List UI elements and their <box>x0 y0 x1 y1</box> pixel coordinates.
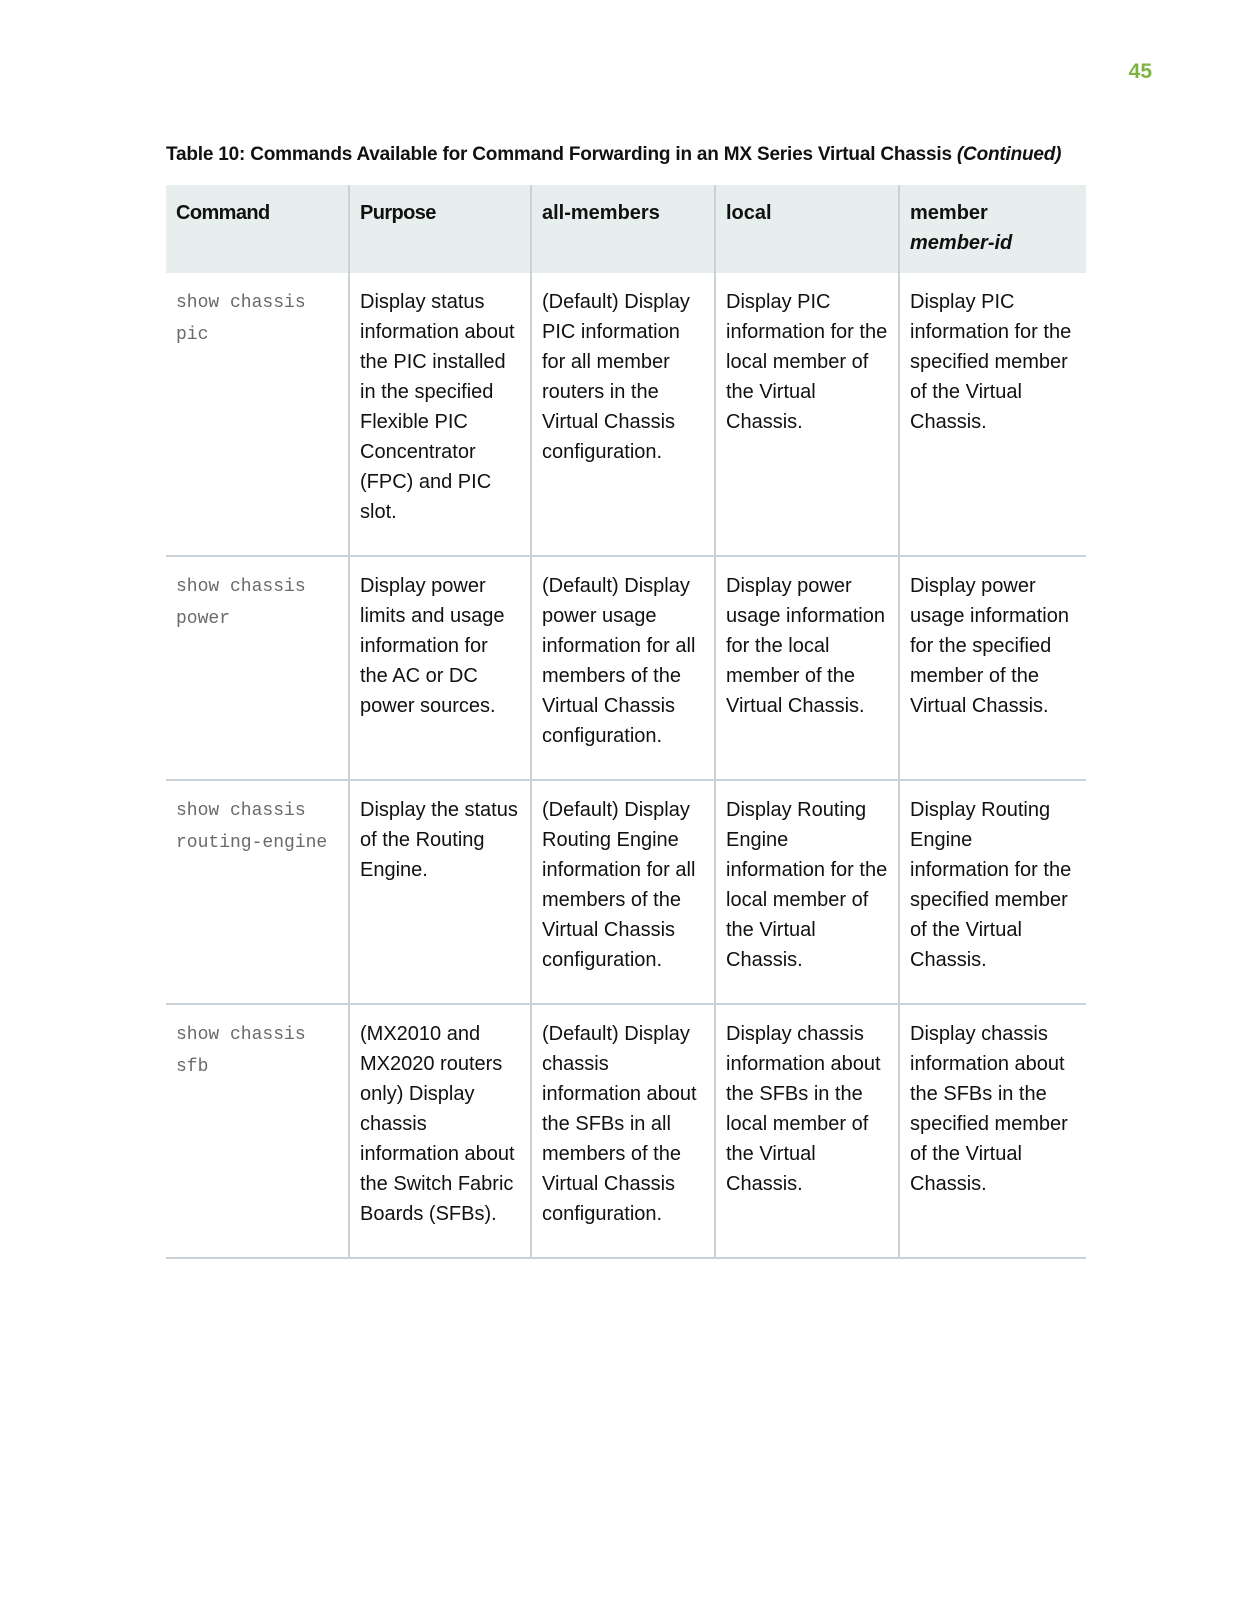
command-line: power <box>176 609 231 629</box>
header-purpose: Purpose <box>349 185 531 273</box>
local-cell: Display Routing Engine information for the local member of the Virtual Chassis. <box>715 780 899 1004</box>
table-row <box>166 1004 1086 1258</box>
command-cell <box>166 780 349 1004</box>
local-cell: Display power usage information for the local member of the Virtual Chassis. <box>715 556 899 780</box>
command-line: pic <box>176 325 209 345</box>
all-members-cell: (Default) Display power usage information for all members of the Virtual Chassis configuration. <box>531 556 715 780</box>
command-line: sfb <box>176 1057 209 1077</box>
command-line: show chassis <box>176 1025 306 1045</box>
member-cell: Display Routing Engine information for the specified member of the Virtual Chassis. <box>899 780 1086 1004</box>
table-caption-title: Table 10: Commands Available for Command Forwarding in an MX Series Virtual Chassis <box>166 144 952 165</box>
purpose-cell: Display status information about the PIC installed in the specified Flexible PIC Concentrator (FPC) and PIC slot. <box>349 273 531 556</box>
local-cell: Display chassis information about the SFBs in the local member of the Virtual Chassis. <box>715 1004 899 1258</box>
header-local: local <box>715 185 899 273</box>
header-all-members: all-members <box>531 185 715 273</box>
command-cell <box>166 556 349 780</box>
table-caption-continued: (Continued) <box>956 144 1062 165</box>
page-number: 45 <box>1128 60 1152 83</box>
member-cell: Display PIC information for the specified member of the Virtual Chassis. <box>899 273 1086 556</box>
member-cell: Display power usage information for the specified member of the Virtual Chassis. <box>899 556 1086 780</box>
command-line: show chassis <box>176 293 306 313</box>
command-cell <box>166 1004 349 1258</box>
command-cell <box>166 273 349 556</box>
table-caption <box>166 144 1086 166</box>
command-line: show chassis <box>176 801 306 821</box>
all-members-cell: (Default) Display PIC information for all member routers in the Virtual Chassis configuration. <box>531 273 715 556</box>
local-cell: Display PIC information for the local member of the Virtual Chassis. <box>715 273 899 556</box>
table-row <box>166 556 1086 780</box>
command-line: show chassis <box>176 577 306 597</box>
table-row <box>166 780 1086 1004</box>
header-member-prefix: member <box>910 202 988 224</box>
all-members-cell: (Default) Display Routing Engine information for all members of the Virtual Chassis configuration. <box>531 780 715 1004</box>
purpose-cell: Display power limits and usage information for the AC or DC power sources. <box>349 556 531 780</box>
header-member-id: member-id <box>910 232 1013 254</box>
header-member <box>899 185 1086 273</box>
table-header-row <box>166 185 1086 273</box>
command-line: routing-engine <box>176 833 328 853</box>
purpose-cell: Display the status of the Routing Engine. <box>349 780 531 1004</box>
member-cell: Display chassis information about the SFBs in the specified member of the Virtual Chassis. <box>899 1004 1086 1258</box>
all-members-cell: (Default) Display chassis information about the SFBs in all members of the Virtual Chassis configuration. <box>531 1004 715 1258</box>
header-command: Command <box>166 185 349 273</box>
table-row <box>166 273 1086 556</box>
commands-table <box>166 185 1086 1259</box>
purpose-cell: (MX2010 and MX2020 routers only) Display chassis information about the Switch Fabric Boards (SFBs). <box>349 1004 531 1258</box>
